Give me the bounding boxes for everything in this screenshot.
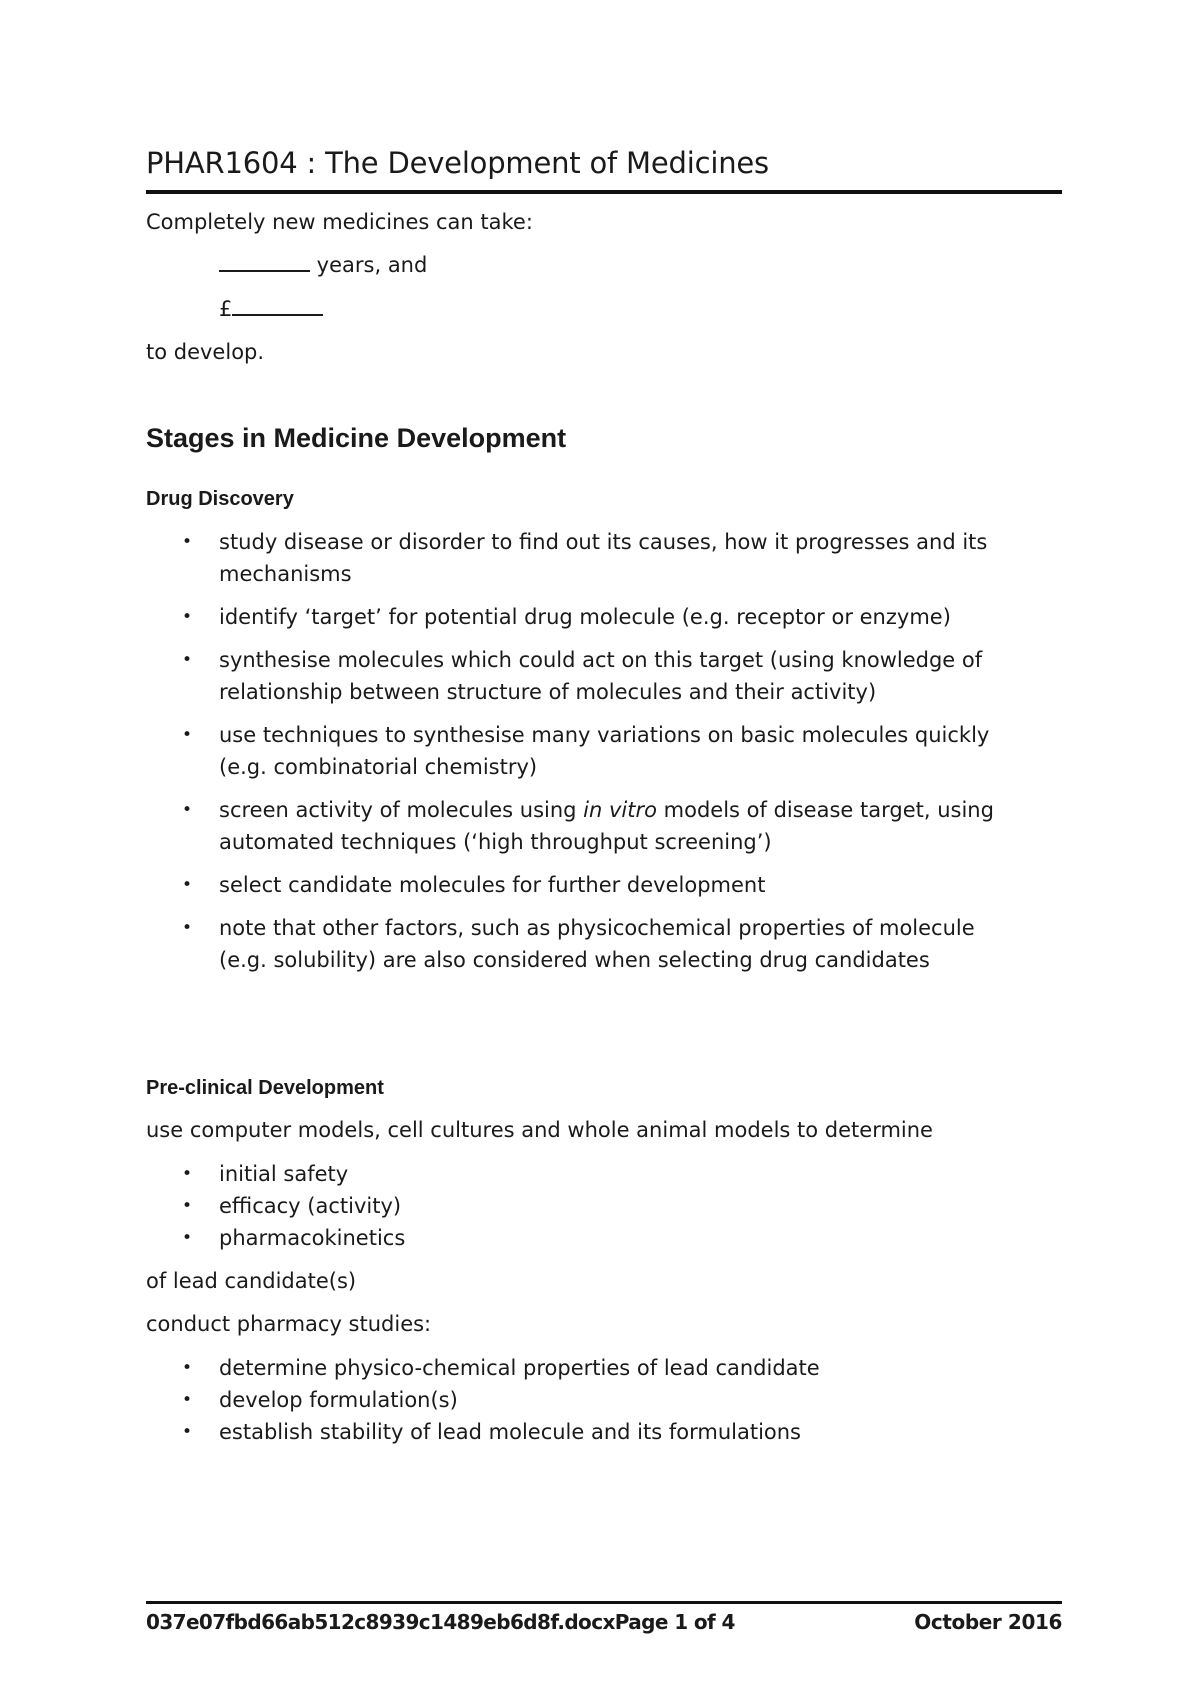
drug-discovery-list bbox=[146, 526, 1066, 987]
bullet-icon: • bbox=[182, 532, 193, 552]
footer-file-info bbox=[146, 1610, 735, 1634]
footer-rule bbox=[146, 1601, 1062, 1604]
bullet-icon: • bbox=[182, 1422, 193, 1442]
list-item: • develop formulation(s) bbox=[146, 1384, 1066, 1416]
list-item: • use techniques to synthesise many variations on basic molecules quickly (e.g. combinatorial chemistry) bbox=[146, 719, 1066, 783]
list-item: • screen activity of molecules using in vitro models of disease target, using automated techniques (‘high throughput screening’) bbox=[146, 794, 1066, 858]
cost-blank bbox=[232, 294, 323, 316]
bullet-icon: • bbox=[182, 725, 193, 745]
bullet-icon: • bbox=[182, 918, 193, 938]
list-item: • synthesise molecules which could act on this target (using knowledge of relationship between structure of molecules and their activity) bbox=[146, 644, 1066, 708]
list-item: • note that other factors, such as physicochemical properties of molecule (e.g. solubility) are also considered when selecting drug candidates bbox=[146, 912, 1066, 976]
in-vitro-emphasis: in vitro bbox=[583, 798, 657, 822]
footer-filename: 037e07fbd66ab512c8939c1489eb6d8f.docx bbox=[146, 1610, 615, 1634]
section-heading: Stages in Medicine Development bbox=[146, 423, 567, 453]
bullet-icon: • bbox=[182, 800, 193, 820]
preclinical-heading: Pre-clinical Development bbox=[146, 1077, 384, 1099]
bullet-icon: • bbox=[182, 607, 193, 627]
intro-closing: to develop. bbox=[146, 340, 265, 364]
bullet-icon: • bbox=[182, 1196, 193, 1216]
drug-discovery-heading: Drug Discovery bbox=[146, 488, 294, 510]
preclinical-intro: use computer models, cell cultures and whole animal models to determine bbox=[146, 1118, 933, 1142]
list-item: • study disease or disorder to find out its causes, how it progresses and its mechanisms bbox=[146, 526, 1066, 590]
bullet-icon: • bbox=[182, 1358, 193, 1378]
list-item: • select candidate molecules for further development bbox=[146, 869, 1066, 901]
footer-page-number: Page 1 of 4 bbox=[614, 1610, 735, 1634]
pound-sign: £ bbox=[219, 297, 233, 321]
list-item: • pharmacokinetics bbox=[146, 1222, 1066, 1254]
footer-date: October 2016 bbox=[914, 1610, 1062, 1634]
bullet-icon: • bbox=[182, 1164, 193, 1184]
bullet-icon: • bbox=[182, 1390, 193, 1410]
intro-years-line bbox=[219, 249, 427, 281]
list-item: • establish stability of lead molecule and its formulations bbox=[146, 1416, 1066, 1448]
title-underline bbox=[146, 190, 1062, 194]
intro-cost-line bbox=[219, 293, 323, 325]
list-item: • determine physico-chemical properties of lead candidate bbox=[146, 1352, 1066, 1384]
years-blank bbox=[219, 250, 310, 272]
list-item: • identify ‘target’ for potential drug molecule (e.g. receptor or enzyme) bbox=[146, 601, 1066, 633]
years-suffix: years, and bbox=[310, 253, 428, 277]
pharmacy-studies-list bbox=[146, 1352, 1066, 1448]
pharmacy-intro: conduct pharmacy studies: bbox=[146, 1312, 432, 1336]
bullet-icon: • bbox=[182, 650, 193, 670]
preclinical-after-list: of lead candidate(s) bbox=[146, 1269, 357, 1293]
list-item: • efficacy (activity) bbox=[146, 1190, 1066, 1222]
bullet-icon: • bbox=[182, 875, 193, 895]
list-item: • initial safety bbox=[146, 1158, 1066, 1190]
preclinical-determine-list bbox=[146, 1158, 1066, 1254]
bullet-icon: • bbox=[182, 1228, 193, 1248]
intro-lead: Completely new medicines can take: bbox=[146, 210, 533, 234]
document-title: PHAR1604 : The Development of Medicines bbox=[146, 146, 769, 180]
